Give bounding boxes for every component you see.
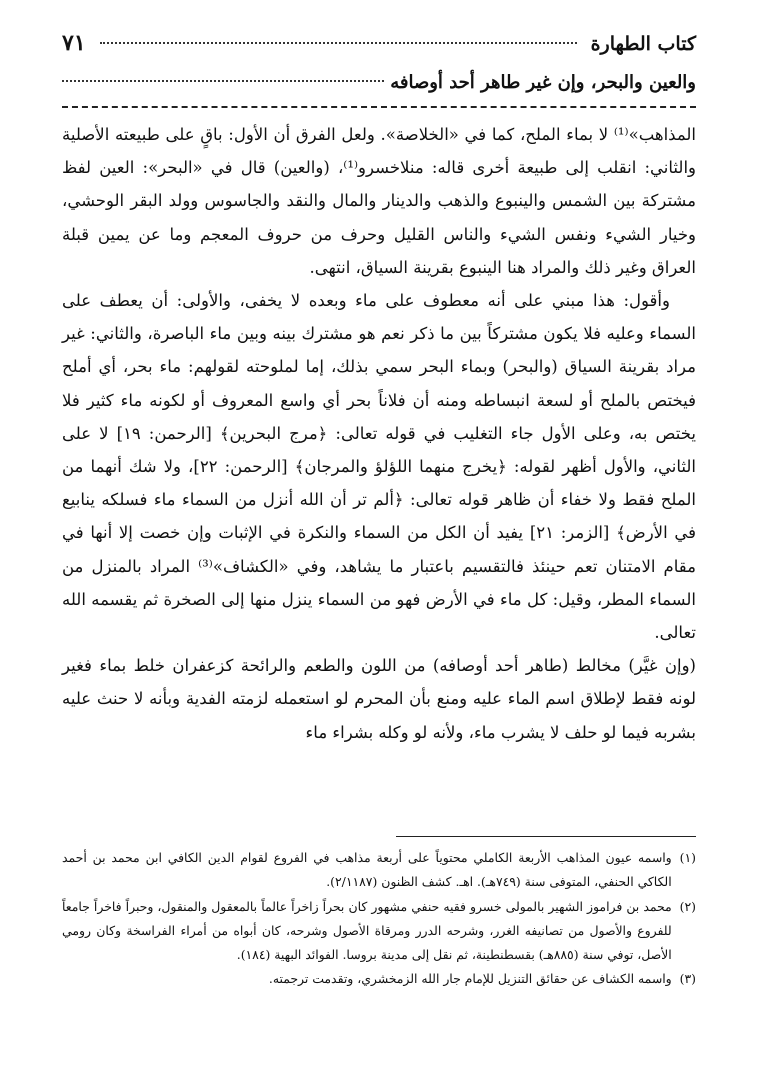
footnotes bbox=[62, 846, 696, 992]
footnote-number: (١) bbox=[679, 850, 696, 865]
footnote-number: (٢) bbox=[679, 898, 696, 914]
page-number: ٧١ bbox=[62, 30, 86, 56]
main-text bbox=[62, 118, 696, 749]
header-dotted-leader bbox=[100, 42, 577, 44]
footnote-text: واسمه عيون المذاهب الأربعة الكاملي محتوياً على أربعة مذاهب في الفروع لقوام الدين الكافي ابن محمد بن أحمد الكاكي الحنفي، المتوفى سنة (٧٤٩هـ). اهـ. كشف الظنون (٢/١١٨٧). bbox=[62, 850, 672, 890]
footnote-text: محمد بن فراموز الشهير بالمولى خسرو فقيه حنفي مشهور كان بحراً زاخراً عالماً بالمعقول والمنقول، وحبراً فاخراً جامعاً للفروع والأصول من تصانيفه الغرر، وشرحه الدرر ومرقاة الأصول وشرحه، كان أبواه من أمراء الفراسخة وكان رومي الأصل، توفي سنة (٨٨٥هـ) بقسطنطينة، ثم نقل إلى مدينة بروسا. الفوائد البهية (١٨٤). bbox=[62, 898, 672, 963]
running-header bbox=[62, 30, 696, 56]
footnote bbox=[62, 967, 696, 991]
paragraph: (وإن غيَّر) مخالط (طاهر أحد أوصافه) من اللون والطعم والرائحة كزعفران خلط بماء فغير لونه فقط لإطلاق اسم الماء عليه ومنع بأن المحرم لو استعمله لزمته الفدية وبأنه لا حنث عليه بشربه فيما لو حلف لا يشرب ماء، ولأنه لو وكله بشراء ماء bbox=[62, 656, 696, 742]
footnote-text: واسمه الكشاف عن حقائق التنزيل للإمام جار الله الزمخشري، وتقدمت ترجمته. bbox=[268, 971, 672, 987]
book-title: كتاب الطهارة bbox=[590, 33, 696, 55]
dashed-divider bbox=[62, 106, 696, 108]
section-dotted-leader bbox=[62, 80, 384, 82]
section-heading-line bbox=[62, 72, 696, 98]
footnote-number: (٣) bbox=[679, 971, 696, 987]
paragraph: وأقول: هذا مبني على أنه معطوف على ماء وبعده لا يخفى، والأولى: أن يعطف على السماء وعليه فلا يكون مشتركاً بين ما ذكر نعم هو مشترك بينه وبين ماء الباصرة، والثاني: غير مراد بقرينة السياق (والبحر) وبماء البحر سمي بذلك، إما لملوحته لقولهم: ماء بحر، أي أملح فيختص بالملح أو لسعة انبساطه ومنه أن فلاناً بحر أي واسع المعروف أو لكونه ماء كثير فلا يختص به، وعلى الأول جاء التغليب في قوله تعالى: ﴿مرج البحرين﴾ [الرحمن: ١٩] لا على الثاني، والأول أظهر لقوله: ﴿يخرج منهما اللؤلؤ والمرجان﴾ [الرحمن: ٢٢]، ولا شك أنهما من الملح فقط ولا خفاء أن ظاهر قوله تعالى: ﴿ألم تر أن الله أنزل من السماء ماء فسلكه ينابيع في الأرض﴾ [الزمر: ٢١] يفيد أن الكل من السماء والنكرة في الإثبات وإن خصت إلا أنها في مقام الامتنان تعم حينئذ فالتقسيم باعتبار ما يشاهد، وفي «الكشاف»⁽³⁾ المراد بالمنزل من السماء المطر، وقيل: كل ماء في الأرض فهو من السماء ينزل منها إلى الصخرة ثم يقسمه الله تعالى. bbox=[62, 291, 697, 643]
section-heading: والعين والبحر، وإن غير طاهر أحد أوصافه bbox=[390, 72, 696, 93]
footnote-divider bbox=[396, 836, 696, 837]
footnote bbox=[62, 895, 696, 968]
paragraph: المذاهب»⁽¹⁾ لا بماء الملح، كما في «الخلاصة». ولعل الفرق أن الأول: باقٍ على طبيعته الأصلية والثاني: انقلب إلى طبيعة أخرى قاله: منلاخسرو⁽¹⁾، (والعين) قال في «البحر»: العين لفظ مشتركة بين الشمس والينبوع والذهب والدينار والمال والنقد والجاسوس وولد البقر الوحشي، وخيار الشيء ونفس الشيء والناس القليل وحرف من حروف المعجم وما عن يمين قبلة العراق وغير ذلك والمراد هنا الينبوع بقرينة السياق، انتهى. bbox=[62, 125, 696, 277]
footnote bbox=[62, 846, 696, 895]
